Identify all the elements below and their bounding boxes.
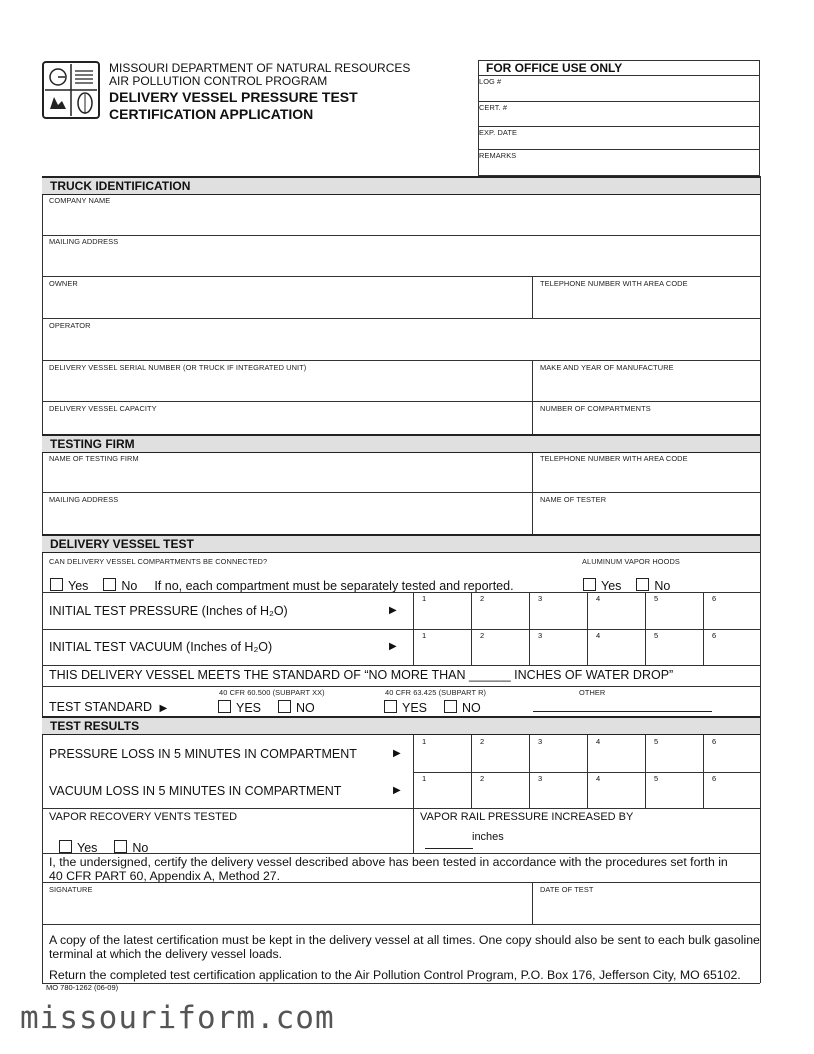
- loss-result-row1-compartment-3-number: 3: [538, 737, 543, 746]
- initial-test-row2-compartment-3-field[interactable]: [530, 641, 586, 663]
- subpart-r-yes-checkbox[interactable]: [384, 700, 397, 713]
- initial-test-row1-compartment-4-number: 4: [596, 594, 601, 603]
- loss-result-row1-compartment-6-field[interactable]: [704, 747, 759, 769]
- serial-number-label: DELIVERY VESSEL SERIAL NUMBER (OR TRUCK IF INTEGRATED UNIT): [49, 363, 307, 372]
- office-use-box: [478, 60, 760, 176]
- initial-test-row2-compartment-3-number: 3: [538, 631, 543, 640]
- owner-phone-field[interactable]: [533, 288, 759, 317]
- copy-note-line1: A copy of the latest certification must be kept in the delivery vessel at all times. One copy should also be sent to each bulk gasoline: [49, 933, 760, 947]
- initial-test-row1-compartment-5-field[interactable]: [646, 604, 702, 626]
- loss-result-row1-compartment-3-field[interactable]: [530, 747, 586, 769]
- initial-test-row2-compartment-2-number: 2: [480, 631, 485, 640]
- initial-pressure-label: INITIAL TEST PRESSURE (Inches of H₂O): [49, 604, 288, 618]
- initial-test-row1-compartment-5-number: 5: [654, 594, 659, 603]
- signature-field[interactable]: [43, 894, 531, 923]
- owner-field[interactable]: [43, 288, 531, 317]
- initial-test-row2-compartment-6-field[interactable]: [704, 641, 759, 663]
- capacity-field[interactable]: [43, 413, 531, 433]
- tester-name-field[interactable]: [533, 504, 759, 533]
- department-name: MISSOURI DEPARTMENT OF NATURAL RESOURCES: [109, 61, 411, 75]
- compartments-label: NUMBER OF COMPARTMENTS: [540, 404, 651, 413]
- initial-test-row1-compartment-6-field[interactable]: [704, 604, 759, 626]
- initial-test-row1-compartment-3-number: 3: [538, 594, 543, 603]
- loss-result-row1-compartment-2-field[interactable]: [472, 747, 528, 769]
- date-of-test-label: DATE OF TEST: [540, 885, 594, 894]
- connected-no-checkbox[interactable]: [103, 578, 116, 591]
- vents-yes-label: Yes: [77, 841, 98, 855]
- hoods-yes-label: Yes: [601, 579, 622, 593]
- mailing-address-label: MAILING ADDRESS: [49, 237, 119, 246]
- cfr-subpart-xx-label: 40 CFR 60.500 (SUBPART XX): [219, 688, 325, 697]
- testing-mailing-field[interactable]: [43, 504, 531, 533]
- testing-phone-label: TELEPHONE NUMBER WITH AREA CODE: [540, 454, 688, 463]
- loss-result-row2-compartment-2-field[interactable]: [472, 784, 528, 806]
- test-results-heading: TEST RESULTS: [42, 716, 760, 735]
- operator-label: OPERATOR: [49, 321, 91, 330]
- remarks-label: REMARKS: [479, 151, 517, 160]
- initial-vacuum-label: INITIAL TEST VACUUM (Inches of H₂O): [49, 640, 273, 654]
- initial-test-row2-compartment-5-field[interactable]: [646, 641, 702, 663]
- rail-pressure-field[interactable]: [425, 836, 473, 849]
- pressure-loss-arrow-icon: ▶: [393, 748, 401, 759]
- vents-no-label: No: [132, 841, 149, 855]
- loss-result-row1-compartment-4-number: 4: [596, 737, 601, 746]
- loss-result-row1-compartment-5-field[interactable]: [646, 747, 702, 769]
- cfr-subpart-r-label: 40 CFR 63.425 (SUBPART R): [385, 688, 487, 697]
- cert-label: CERT. #: [479, 103, 508, 112]
- rail-pressure-unit: inches: [472, 831, 504, 843]
- hoods-yes-checkbox[interactable]: [583, 578, 596, 591]
- initial-test-row1-compartment-6-number: 6: [712, 594, 717, 603]
- loss-result-row1-compartment-6-number: 6: [712, 737, 717, 746]
- form-title-line2: CERTIFICATION APPLICATION: [109, 106, 314, 122]
- loss-result-row2-compartment-1-field[interactable]: [414, 784, 470, 806]
- exp-date-label: EXP. DATE: [479, 128, 518, 137]
- vents-tested-label: VAPOR RECOVERY VENTS TESTED: [49, 811, 238, 823]
- loss-result-row2-compartment-2-number: 2: [480, 774, 485, 783]
- signature-label: SIGNATURE: [49, 885, 93, 894]
- return-note: Return the completed test certification application to the Air Pollution Control Program, P.O. Box 176, Jefferson City, MO 65102.: [49, 968, 741, 982]
- subpart-xx-no-label: NO: [295, 701, 315, 715]
- loss-result-row2-compartment-3-number: 3: [538, 774, 543, 783]
- testing-phone-field[interactable]: [533, 463, 759, 491]
- vents-yes-checkbox[interactable]: [59, 840, 72, 853]
- initial-test-row1-compartment-3-field[interactable]: [530, 604, 586, 626]
- testing-firm-name-label: NAME OF TESTING FIRM: [49, 454, 139, 463]
- loss-result-row1-compartment-1-field[interactable]: [414, 747, 470, 769]
- log-label: LOG #: [479, 77, 502, 86]
- initial-test-row1-compartment-4-field[interactable]: [588, 604, 644, 626]
- other-standard-field[interactable]: [533, 697, 712, 712]
- site-watermark: missouriform.com: [20, 1000, 335, 1036]
- owner-phone-label: TELEPHONE NUMBER WITH AREA CODE: [540, 279, 688, 288]
- standard-statement: THIS DELIVERY VESSEL MEETS THE STANDARD OF “NO MORE THAN ______ INCHES OF WATER DROP”: [49, 668, 674, 682]
- initial-test-row2-compartment-4-field[interactable]: [588, 641, 644, 663]
- vacuum-loss-arrow-icon: ▶: [393, 785, 401, 796]
- subpart-r-no-label: NO: [461, 701, 481, 715]
- delivery-vessel-test-heading: DELIVERY VESSEL TEST: [42, 534, 760, 553]
- dnr-logo: [42, 61, 100, 119]
- test-standard-arrow-icon: ▶: [159, 703, 168, 714]
- operator-field[interactable]: [43, 330, 759, 359]
- subpart-r-yes-label: YES: [402, 701, 428, 715]
- initial-test-row2-compartment-2-field[interactable]: [472, 641, 528, 663]
- vacuum-arrow-icon: ▶: [389, 641, 397, 652]
- connected-no-label: No: [121, 579, 138, 593]
- compartments-field[interactable]: [533, 413, 759, 433]
- date-of-test-field[interactable]: [533, 894, 759, 923]
- testing-firm-heading: TESTING FIRM: [42, 434, 760, 453]
- connected-yes-label: Yes: [68, 579, 89, 593]
- loss-result-row2-compartment-6-field[interactable]: [704, 784, 759, 806]
- initial-test-row2-compartment-4-number: 4: [596, 631, 601, 640]
- loss-result-row2-compartment-4-field[interactable]: [588, 784, 644, 806]
- initial-test-row1-compartment-1-field[interactable]: [414, 604, 470, 626]
- serial-number-field[interactable]: [43, 372, 531, 401]
- vacuum-loss-label: VACUUM LOSS IN 5 MINUTES IN COMPARTMENT: [49, 784, 342, 798]
- mailing-address-field[interactable]: [43, 246, 759, 275]
- company-name-label: COMPANY NAME: [49, 196, 111, 205]
- loss-result-row1-compartment-5-number: 5: [654, 737, 659, 746]
- loss-result-row1-compartment-2-number: 2: [480, 737, 485, 746]
- program-name: AIR POLLUTION CONTROL PROGRAM: [109, 74, 328, 88]
- make-year-label: MAKE AND YEAR OF MANUFACTURE: [540, 363, 674, 372]
- connected-yes-checkbox[interactable]: [50, 578, 63, 591]
- rail-pressure-label: VAPOR RAIL PRESSURE INCREASED BY: [420, 811, 634, 823]
- vents-no-checkbox[interactable]: [114, 840, 127, 853]
- loss-result-row2-compartment-1-number: 1: [422, 774, 427, 783]
- tester-name-label: NAME OF TESTER: [540, 495, 607, 504]
- certify-line1: I, the undersigned, certify the delivery vessel described above has been tested in accordance with the procedures set forth in: [49, 855, 728, 869]
- subpart-xx-no-checkbox[interactable]: [278, 700, 291, 713]
- certify-line2: 40 CFR PART 60, Appendix A, Method 27.: [49, 869, 281, 883]
- initial-test-row2-compartment-5-number: 5: [654, 631, 659, 640]
- loss-result-row2-compartment-4-number: 4: [596, 774, 601, 783]
- separately-tested-note: If no, each compartment must be separately tested and reported.: [154, 579, 514, 593]
- make-year-field[interactable]: [533, 372, 759, 401]
- company-name-field[interactable]: [43, 205, 759, 234]
- initial-test-row2-compartment-6-number: 6: [712, 631, 717, 640]
- initial-test-row1-compartment-2-field[interactable]: [472, 604, 528, 626]
- loss-result-row1-compartment-1-number: 1: [422, 737, 427, 746]
- loss-result-row2-compartment-5-number: 5: [654, 774, 659, 783]
- subpart-r-no-checkbox[interactable]: [444, 700, 457, 713]
- vapor-hoods-label: ALUMINUM VAPOR HOODS: [582, 557, 680, 566]
- office-use-title: FOR OFFICE USE ONLY: [486, 61, 623, 75]
- initial-test-row2-compartment-1-field[interactable]: [414, 641, 470, 663]
- owner-label: OWNER: [49, 279, 78, 288]
- copy-note-line2: terminal at which the delivery vessel loads.: [49, 947, 283, 961]
- subpart-xx-yes-label: YES: [236, 701, 262, 715]
- pressure-loss-label: PRESSURE LOSS IN 5 MINUTES IN COMPARTMENT: [49, 747, 357, 761]
- capacity-label: DELIVERY VESSEL CAPACITY: [49, 404, 157, 413]
- other-standard-label: OTHER: [579, 688, 606, 697]
- form-number: MO 780-1262 (06-09): [46, 983, 119, 992]
- initial-test-row1-compartment-1-number: 1: [422, 594, 427, 603]
- truck-identification-heading: TRUCK IDENTIFICATION: [42, 176, 760, 195]
- initial-test-row1-compartment-2-number: 2: [480, 594, 485, 603]
- loss-result-row1-compartment-4-field[interactable]: [588, 747, 644, 769]
- subpart-xx-yes-checkbox[interactable]: [218, 700, 231, 713]
- testing-mailing-label: MAILING ADDRESS: [49, 495, 119, 504]
- loss-result-row2-compartment-5-field[interactable]: [646, 784, 702, 806]
- loss-result-row2-compartment-6-number: 6: [712, 774, 717, 783]
- connected-question-label: CAN DELIVERY VESSEL COMPARTMENTS BE CONNECTED?: [49, 557, 268, 566]
- hoods-no-label: No: [654, 579, 671, 593]
- testing-firm-name-field[interactable]: [43, 463, 531, 491]
- loss-result-row2-compartment-3-field[interactable]: [530, 784, 586, 806]
- form-title-line1: DELIVERY VESSEL PRESSURE TEST: [109, 89, 358, 105]
- pressure-arrow-icon: ▶: [389, 605, 397, 616]
- hoods-no-checkbox[interactable]: [636, 578, 649, 591]
- initial-test-row2-compartment-1-number: 1: [422, 631, 427, 640]
- test-standard-label: TEST STANDARD: [49, 700, 153, 714]
